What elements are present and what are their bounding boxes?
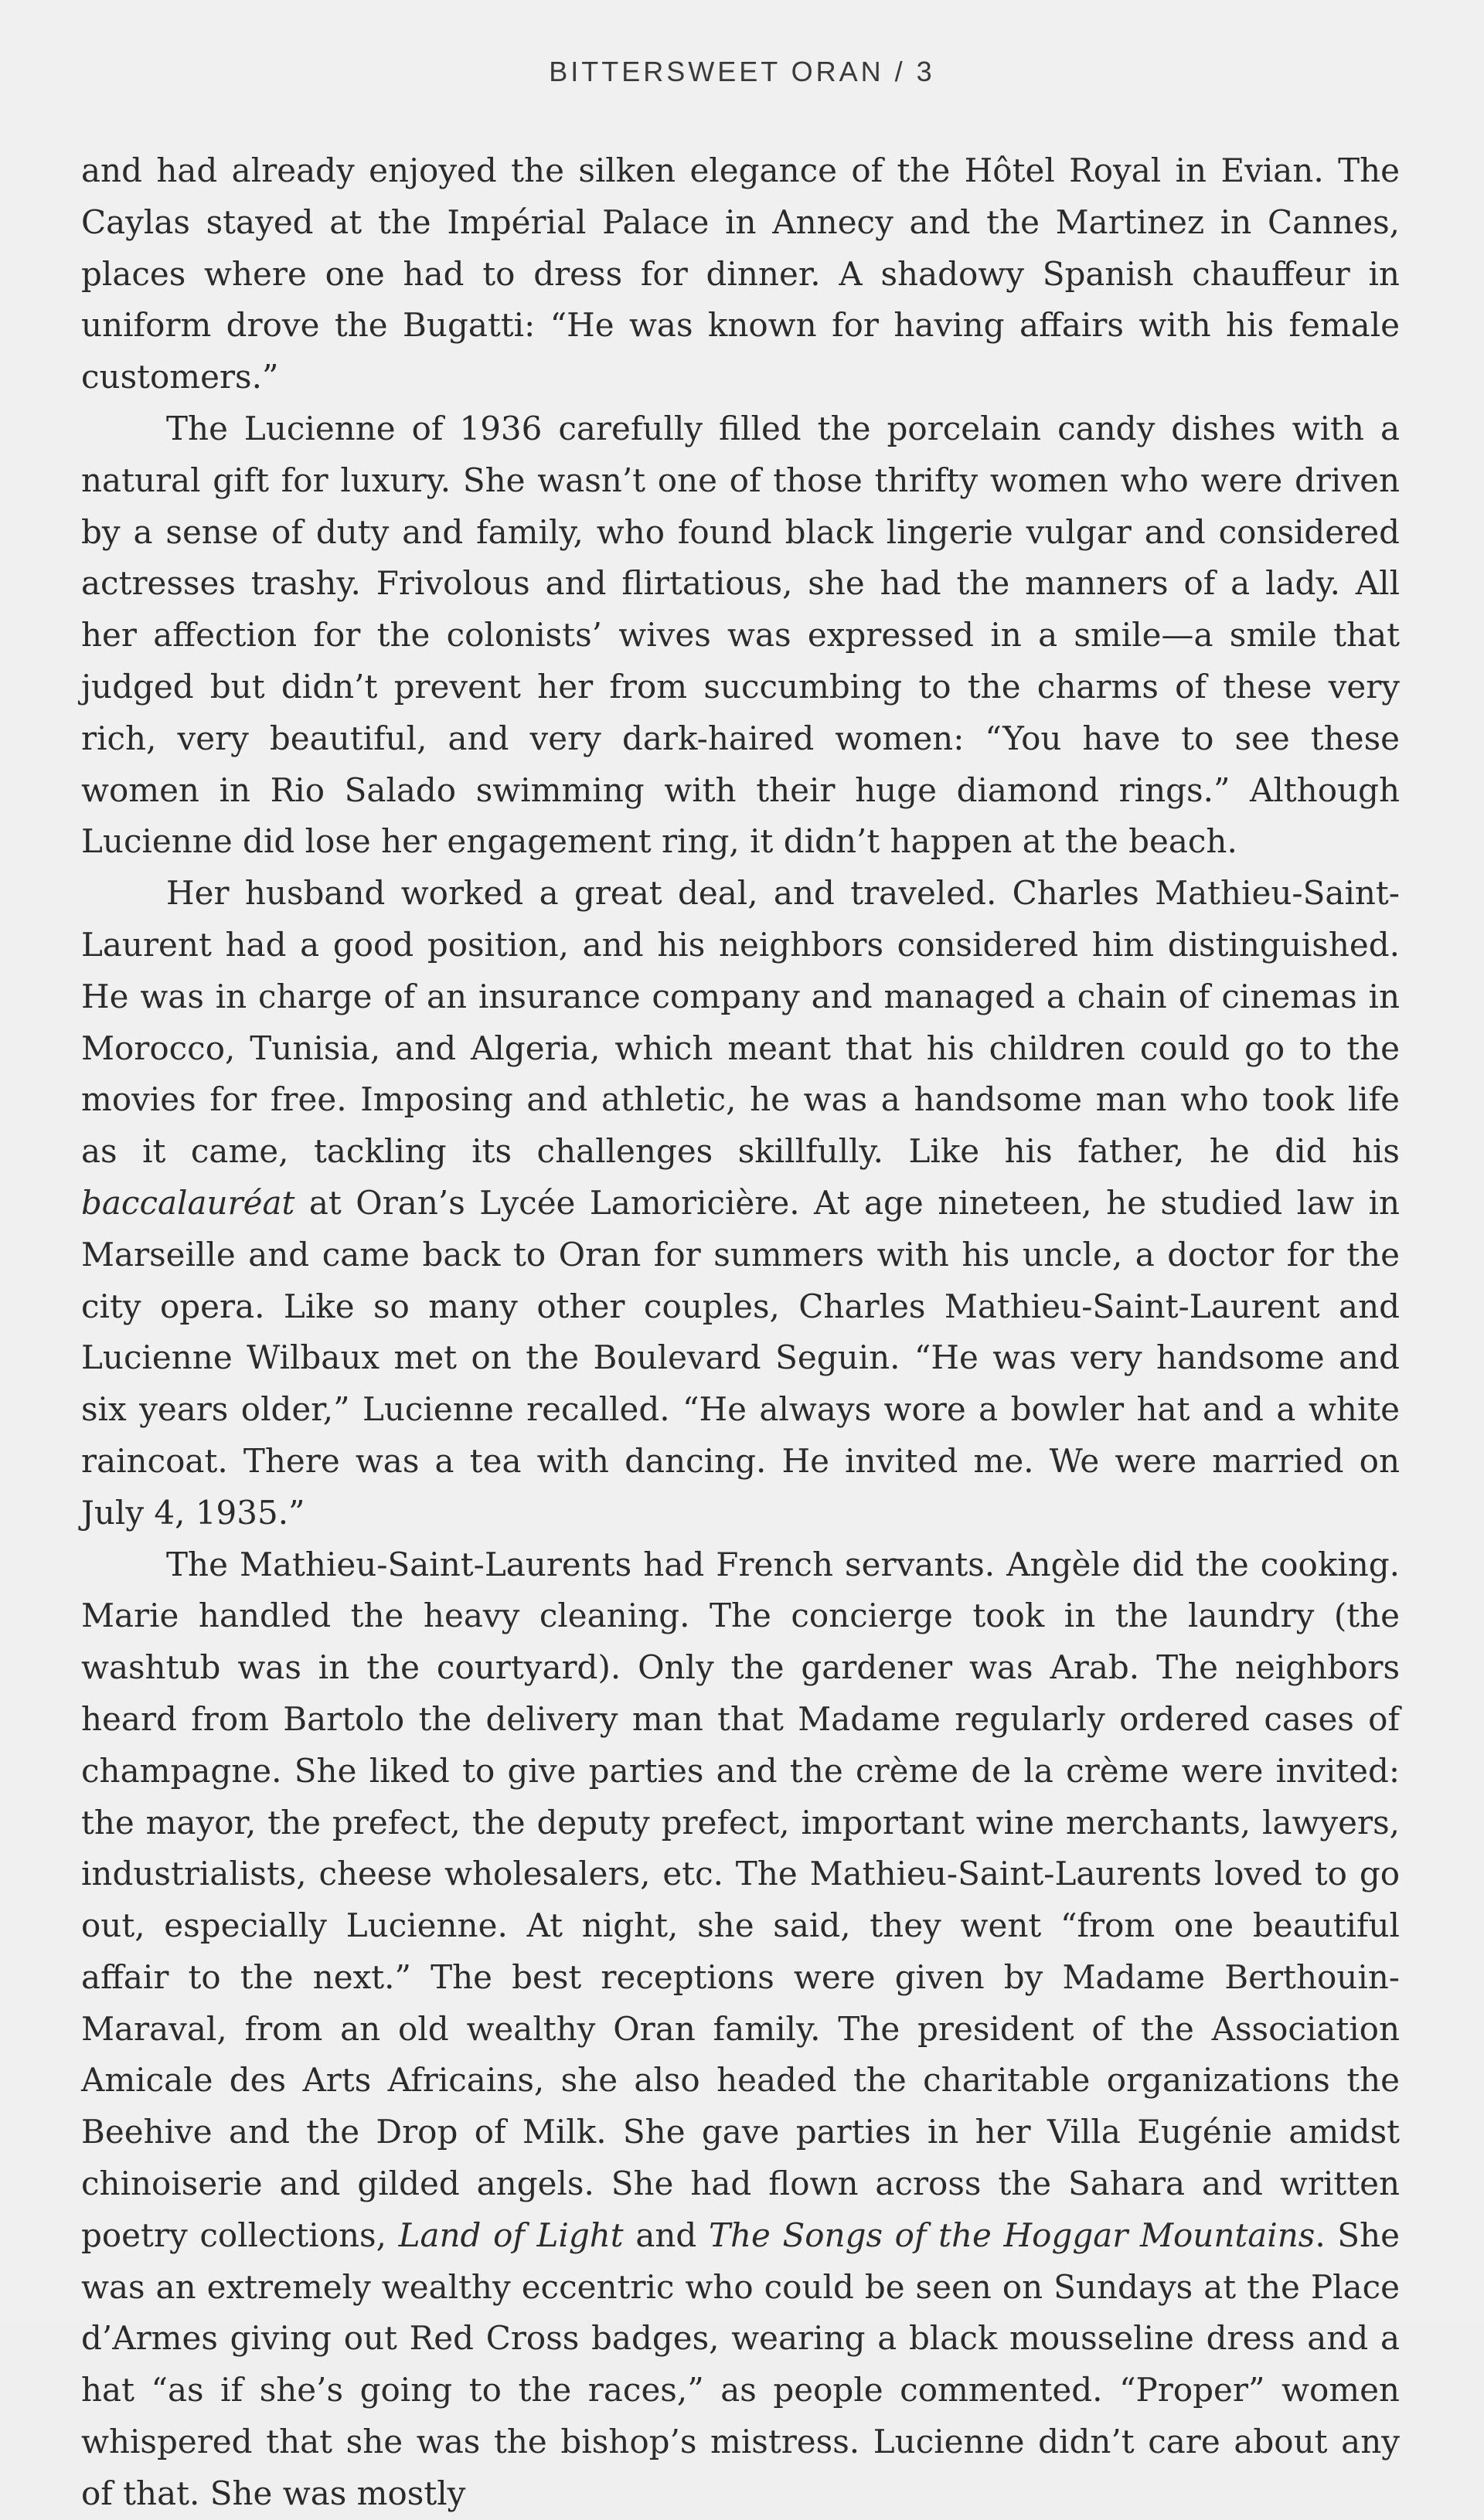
running-head — [0, 56, 1484, 88]
text-run: Her husband worked a great deal, and traveled. Charles Mathieu-Saint-Laurent had a good position, and his neighbors considered him distinguished. He was in charge of an insurance company and managed a chain of cinemas in Morocco, Tunisia, and Algeria, which meant that his children could go to the movies for free. Imposing and athletic, he was a handsome man who took life as it came, tackling its challenges skillfully. Like his father, he did his — [81, 874, 1400, 1171]
text-run: and had already enjoyed the silken elegance of the Hôtel Royal in Evian. The Caylas stayed at the Impérial Palace in Annecy and the Martinez in Cannes, places where one had to dress for dinner. A shadowy Spanish chauffeur in uniform drove the Bugatti: “He was known for having affairs with his female customers.” — [81, 151, 1400, 396]
book-title-italic: The Songs of the Hoggar Mountains — [708, 2216, 1316, 2254]
body-text — [81, 145, 1400, 2520]
paragraph — [81, 1539, 1400, 2520]
paragraph — [81, 403, 1400, 868]
paragraph — [81, 145, 1400, 403]
page-number: 3 — [916, 56, 935, 87]
text-run: and — [623, 2216, 709, 2254]
running-title: BITTERSWEET ORAN — [549, 56, 884, 87]
text-run: . She was an extremely wealthy eccentric who could be seen on Sundays at the Place d’Armes giving out Red Cross badges, wearing a black mousseline dress and a hat “as if she’s going to the races,” as people commented. “Proper” women whispered that she was the bishop’s mistress. Lucienne didn’t care about any of that. She was mostly — [81, 2216, 1400, 2512]
paragraph — [81, 868, 1400, 1539]
italic-term: baccalauréat — [81, 1183, 295, 1222]
text-run: The Mathieu-Saint-Laurents had French servants. Angèle did the cooking. Marie handled the heavy cleaning. The concierge took in the laundry (the washtub was in the courtyard). Only the gardener was Arab. The neighbors heard from Bartolo the delivery man that Madame regularly ordered cases of champagne. She liked to give parties and the crème de la crème were invited: the mayor, the prefect, the deputy prefect, important wine merchants, lawyers, industrialists, cheese wholesalers, etc. The Mathieu-Saint-Laurents loved to go out, especially Lucienne. At night, she said, they went “from one beautiful affair to the next.” The best receptions were given by Madame Berthouin-Maraval, from an old wealthy Oran family. The president of the Association Amicale des Arts Africains, she also headed the charitable organizations the Beehive and the Drop of Milk. She gave parties in her Villa Eugénie amidst chinoiserie and gilded angels. She had flown across the Sahara and written poetry collections, — [81, 1545, 1400, 2254]
text-run: The Lucienne of 1936 carefully filled the porcelain candy dishes with a natural gift for luxury. She wasn’t one of those thrifty women who were driven by a sense of duty and family, who found black lingerie vulgar and considered actresses trashy. Frivolous and flirtatious, she had the manners of a lady. All her affection for the colonists’ wives was expressed in a smile—a smile that judged but didn’t prevent her from succumbing to the charms of these very rich, very beautiful, and very dark-haired women: “You have to see these women in Rio Salado swimming with their huge diamond rings.” Although Lucienne did lose her engagement ring, it didn’t happen at the beach. — [81, 409, 1400, 861]
header-separator: / — [894, 56, 906, 87]
book-title-italic: Land of Light — [398, 2216, 624, 2254]
text-run: at Oran’s Lycée Lamoricière. At age nineteen, he studied law in Marseille and came back to Oran for summers with his uncle, a doctor for the city opera. Like so many other couples, Charles Mathieu-Saint-Laurent and Lucienne Wilbaux met on the Boulevard Seguin. “He was very handsome and six years older,” Lucienne recalled. “He always wore a bowler hat and a white raincoat. There was a tea with dancing. He invited me. We were married on July 4, 1935.” — [81, 1183, 1400, 1532]
